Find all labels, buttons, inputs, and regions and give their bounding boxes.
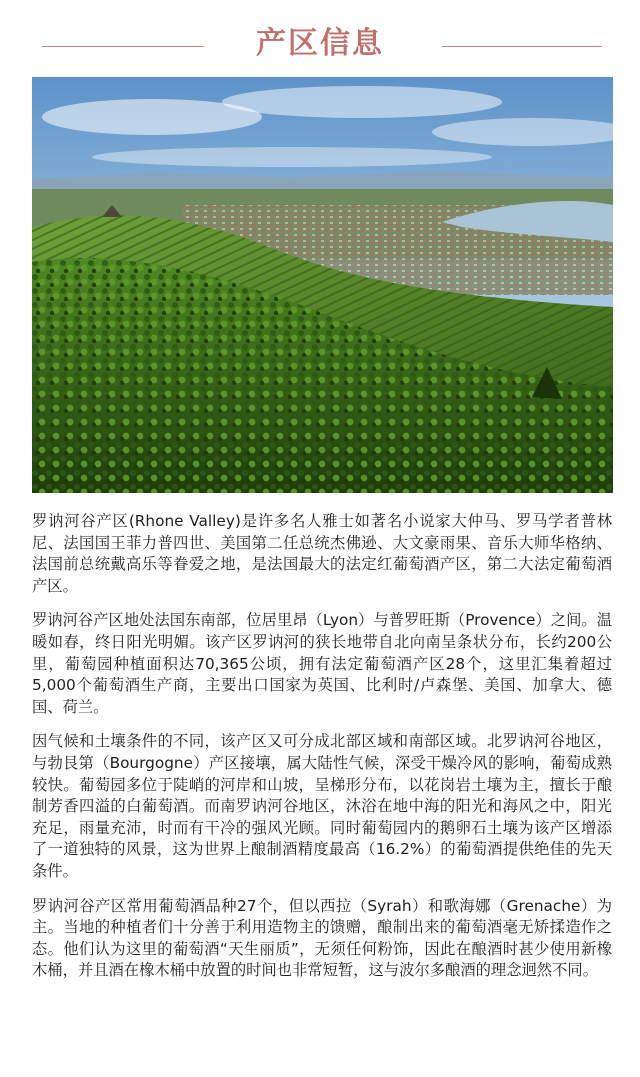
- paragraph-varieties: 罗讷河谷产区常用葡萄酒品种27个，但以西拉（Syrah）和歌海娜（Grenache）为主。当地的种植者们十分善于利用造物主的馈赠，酿制出来的葡萄酒毫无矫揉造作之态。他们认为这里的葡萄酒“天生丽质”，无须任何粉饰，因此在酿酒时甚少使用新橡木桶，并且酒在橡木桶中放置的时间也非常短暂，这与波尔多酿酒的理念迥然不同。: [32, 896, 612, 980]
- vineyard-photo: [32, 77, 613, 493]
- paragraph-climate: 因气候和土壤条件的不同，该产区又可分成北部区域和南部区域。北罗讷河谷地区，与勃艮第（Bourgogne）产区接壤，属大陆性气候，深受干燥冷风的影响，葡萄成熟较快。葡萄园多位于陡峭的河岸和山坡，呈梯形分布，以花岗岩土壤为主，擅长于酿制芳香四溢的白葡萄酒。而南罗讷河谷地区，沐浴在地中海的阳光和海风之中，阳光充足，雨量充沛，时而有干冷的强风光顾。同时葡萄园内的鹅卵石土壤为该产区增添了一道独特的风景，这为世界上酿制酒精度最高（16.2%）的葡萄酒提供绝佳的先天条件。: [32, 732, 612, 880]
- vineyard-illustration: [32, 77, 613, 493]
- article-body: [32, 511, 612, 995]
- page-header: [0, 18, 640, 74]
- page-title: 产区信息: [256, 26, 384, 61]
- header-divider-right: [442, 46, 602, 47]
- paragraph-intro: 罗讷河谷产区(Rhone Valley)是许多名人雅士如著名小说家大仲马、罗马学者普林尼、法国国王菲力普四世、美国第二任总统杰佛逊、大文豪雨果、音乐大师华格纳、法国前总统戴高乐等眷爱之地，是法国最大的法定红葡萄酒产区，第二大法定葡萄酒产区。: [32, 512, 612, 595]
- paragraph-geography: 罗讷河谷产区地处法国东南部，位居里昂（Lyon）与普罗旺斯（Provence）之间。温暖如春，终日阳光明媚。该产区罗讷河的狭长地带自北向南呈条状分布，长约200公里，葡萄园种植面积达70,365公顷，拥有法定葡萄酒产区28个，这里汇集着超过5,000个葡萄酒生产商，主要出口国家为英国、比利时/卢森堡、美国、加拿大、德国、荷兰。: [32, 611, 612, 716]
